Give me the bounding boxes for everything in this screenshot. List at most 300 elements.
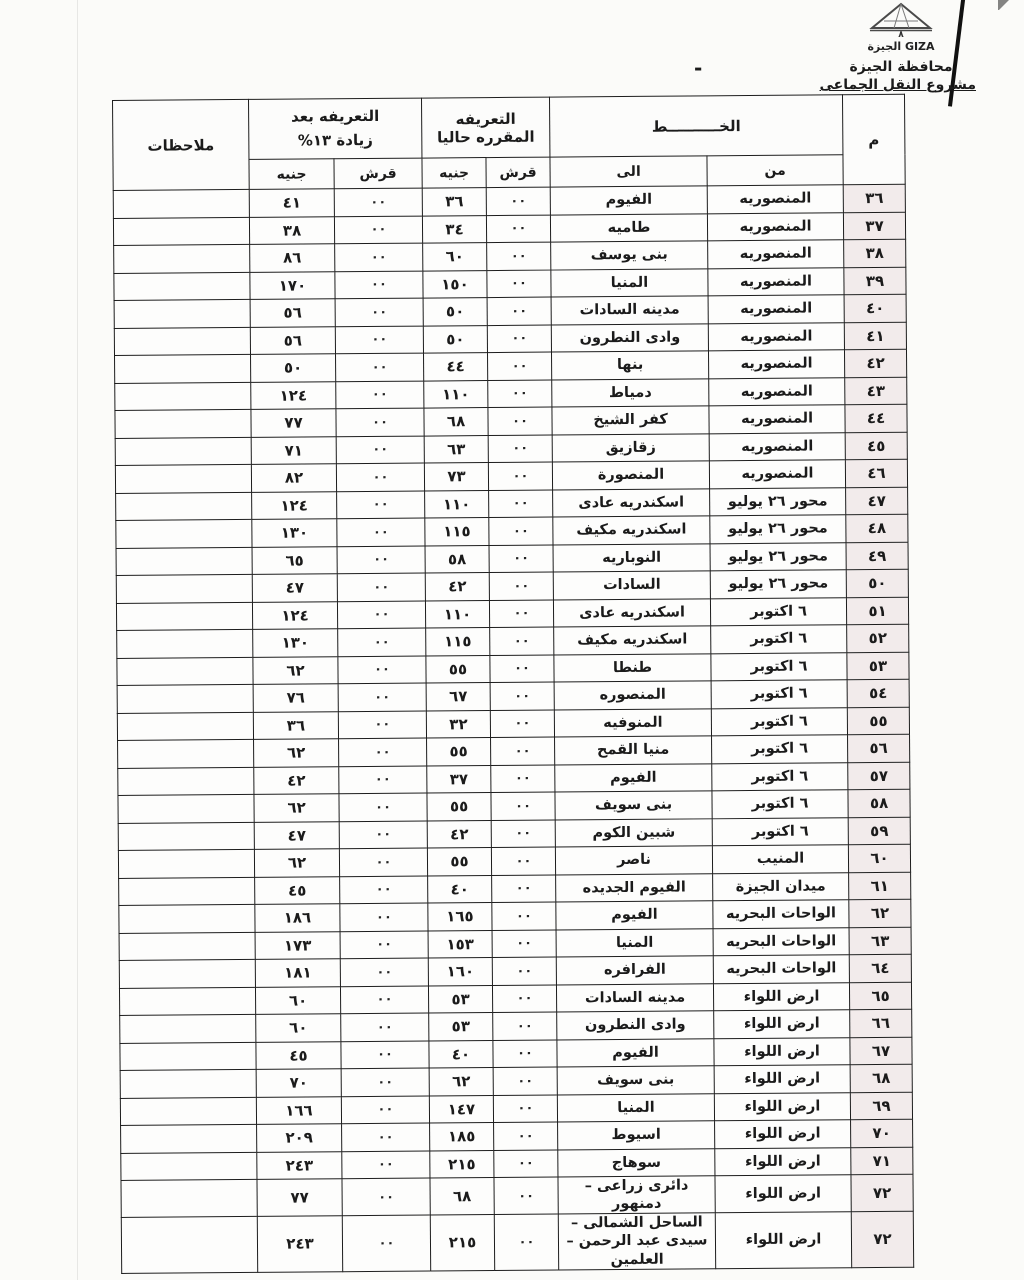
header-line: الخــــــــــط — [550, 95, 843, 157]
current-qirsh-cell: ٠٠ — [494, 1177, 558, 1215]
serial-cell: ٥٢ — [847, 624, 909, 652]
current-geneh-cell: ١٥٠ — [423, 270, 487, 298]
from-cell: ٦ اكتوبر — [711, 625, 847, 654]
notes-cell — [120, 1097, 256, 1126]
from-cell: ارض اللواء — [715, 1212, 851, 1268]
new-qirsh-cell: ٠٠ — [336, 408, 424, 436]
notes-cell — [114, 327, 250, 356]
current-geneh-cell: ٣٦ — [422, 188, 486, 216]
notes-cell — [118, 822, 254, 851]
from-cell: ميدان الجيزة — [713, 872, 849, 901]
current-qirsh-cell: ٠٠ — [491, 792, 555, 820]
notes-cell — [116, 602, 252, 631]
to-cell: المنصورة — [552, 461, 709, 490]
from-cell: المنصوريه — [709, 350, 845, 379]
serial-cell: ٦١ — [849, 872, 911, 900]
serial-cell: ٤١ — [844, 322, 906, 350]
notes-cell — [117, 657, 253, 686]
logo-mark: ٨ — [898, 30, 904, 40]
current-geneh-cell: ١٥٣ — [428, 930, 492, 958]
new-qirsh-cell: ٠٠ — [337, 491, 425, 519]
from-cell: ٦ اكتوبر — [712, 735, 848, 764]
from-cell: ارض اللواء — [713, 982, 849, 1011]
notes-cell — [118, 849, 254, 878]
serial-cell: ٤٢ — [845, 349, 907, 377]
new-qirsh-cell: ٠٠ — [341, 1068, 429, 1096]
to-cell: الفيوم الجديده — [556, 873, 713, 902]
from-cell: ارض اللواء — [715, 1147, 851, 1176]
current-qirsh-cell: ٠٠ — [492, 875, 556, 903]
serial-cell: ٤٥ — [845, 432, 907, 460]
new-geneh-cell: ١٣٠ — [253, 629, 338, 657]
current-geneh-cell: ٥٥ — [427, 793, 491, 821]
current-geneh-cell: ١١٠ — [424, 380, 488, 408]
current-qirsh-cell: ٠٠ — [493, 1012, 557, 1040]
new-qirsh-cell: ٠٠ — [335, 353, 423, 381]
current-qirsh-cell: ٠٠ — [493, 1040, 557, 1068]
new-geneh-cell: ٤٧ — [254, 821, 339, 849]
new-geneh-cell: ٢٤٣ — [257, 1216, 342, 1272]
serial-cell: ٤٤ — [845, 404, 907, 432]
from-cell: ارض اللواء — [714, 1092, 850, 1121]
to-cell: اسكندريه مكيف — [554, 626, 711, 655]
letterhead — [819, 2, 976, 93]
to-cell: اسكندريه عادى — [553, 488, 710, 517]
notes-cell — [115, 409, 251, 438]
current-qirsh-cell: ٠٠ — [491, 847, 555, 875]
new-geneh-cell: ٦٢ — [254, 849, 339, 877]
new-geneh-cell: ١٣٠ — [252, 519, 337, 547]
current-qirsh-cell: ٠٠ — [490, 682, 554, 710]
serial-cell: ٦٦ — [850, 1009, 912, 1037]
to-cell: زقازيق — [552, 433, 709, 462]
current-geneh-cell: ٥٥ — [427, 848, 491, 876]
new-qirsh-cell: ٠٠ — [342, 1178, 430, 1216]
current-qirsh-cell: ٠٠ — [492, 985, 556, 1013]
new-geneh-cell: ٤٢ — [254, 766, 339, 794]
current-qirsh-cell: ٠٠ — [489, 545, 553, 573]
notes-cell — [115, 382, 251, 411]
current-geneh-cell: ٢١٥ — [430, 1215, 494, 1271]
notes-cell — [114, 299, 250, 328]
notes-cell — [119, 877, 255, 906]
current-qirsh-cell: ٠٠ — [489, 572, 553, 600]
serial-cell: ٧٠ — [851, 1119, 913, 1147]
serial-cell: ٦٩ — [850, 1092, 912, 1120]
notes-cell — [121, 1152, 257, 1181]
to-cell: منيا القمح — [555, 736, 712, 765]
current-qirsh-cell: ٠٠ — [491, 765, 555, 793]
new-geneh-cell: ٨٦ — [250, 244, 335, 272]
header-new-tariff-line2: زيادة ١٣% — [297, 130, 373, 150]
new-geneh-cell: ٤٧ — [252, 574, 337, 602]
new-geneh-cell: ٢٠٩ — [257, 1124, 342, 1152]
serial-cell: ٥٤ — [847, 679, 909, 707]
new-qirsh-cell: ٠٠ — [342, 1215, 430, 1271]
new-qirsh-cell: ٠٠ — [337, 546, 425, 574]
serial-cell: ٦٢ — [849, 899, 911, 927]
new-geneh-cell: ١٦٦ — [256, 1096, 341, 1124]
serial-cell: ٥٣ — [847, 652, 909, 680]
to-cell: شبين الكوم — [555, 818, 712, 847]
current-geneh-cell: ٤٤ — [423, 353, 487, 381]
notes-cell — [115, 437, 251, 466]
current-qirsh-cell: ٠٠ — [490, 627, 554, 655]
to-cell: المنصوره — [554, 681, 711, 710]
to-cell: الفيوم — [550, 186, 707, 215]
current-qirsh-cell: ٠٠ — [489, 517, 553, 545]
new-geneh-cell: ٦٥ — [252, 546, 337, 574]
from-cell: ارض اللواء — [714, 1037, 850, 1066]
notes-cell — [116, 574, 252, 603]
notes-cell — [115, 464, 251, 493]
from-cell: ٦ اكتوبر — [712, 762, 848, 791]
notes-cell — [118, 794, 254, 823]
from-cell: ٦ اكتوبر — [710, 597, 846, 626]
serial-cell: ٣٨ — [844, 239, 906, 267]
project-title: مشروع النقل الجماعى — [819, 77, 976, 93]
current-qirsh-cell: ٠٠ — [492, 957, 556, 985]
serial-cell: ٤٧ — [846, 487, 908, 515]
notes-cell — [119, 932, 255, 961]
to-cell: بنى سويف — [557, 1066, 714, 1095]
new-geneh-cell: ٧٧ — [257, 1179, 342, 1217]
serial-cell: ٥١ — [846, 597, 908, 625]
new-geneh-cell: ٥٦ — [250, 326, 335, 354]
new-geneh-cell: ١٢٤ — [251, 381, 336, 409]
new-geneh-cell: ٦٠ — [255, 986, 340, 1014]
fare-table — [112, 94, 914, 1274]
table-row — [121, 1174, 913, 1217]
serial-cell: ٤٩ — [846, 542, 908, 570]
new-geneh-cell: ٤٥ — [256, 1041, 341, 1069]
new-qirsh-cell: ٠٠ — [340, 958, 428, 986]
new-qirsh-cell: ٠٠ — [336, 436, 424, 464]
to-cell: اسيوط — [558, 1121, 715, 1150]
new-geneh-cell: ٦٢ — [254, 794, 339, 822]
new-qirsh-cell: ٠٠ — [338, 656, 426, 684]
serial-cell: ٥٧ — [848, 762, 910, 790]
from-cell: المنصوريه — [709, 460, 845, 489]
from-cell: الواحات البحريه — [713, 927, 849, 956]
new-geneh-cell: ٦٠ — [256, 1014, 341, 1042]
notes-cell — [119, 959, 255, 988]
new-geneh-cell: ٤١ — [249, 189, 334, 217]
to-cell: النوباريه — [553, 543, 710, 572]
from-cell: ٦ اكتوبر — [712, 817, 848, 846]
serial-cell: ٤٠ — [844, 294, 906, 322]
to-cell: الفيوم — [556, 901, 713, 930]
to-cell: المنيا — [551, 268, 708, 297]
from-cell: ارض اللواء — [715, 1175, 851, 1213]
serial-cell: ٧١ — [851, 1147, 913, 1175]
notes-cell — [114, 244, 250, 273]
from-cell: ارض اللواء — [714, 1010, 850, 1039]
notes-cell — [116, 547, 252, 576]
new-qirsh-cell: ٠٠ — [342, 1151, 430, 1179]
notes-cell — [116, 492, 252, 521]
new-geneh-cell: ٤٥ — [255, 876, 340, 904]
to-cell: وادى النطرون — [551, 323, 708, 352]
logo-arabic: الجيزة — [867, 40, 902, 53]
new-qirsh-cell: ٠٠ — [339, 738, 427, 766]
serial-cell: ٦٧ — [850, 1037, 912, 1065]
current-geneh-cell: ١٤٧ — [429, 1095, 493, 1123]
serial-cell: ٣٦ — [843, 184, 905, 212]
serial-cell: ٤٨ — [846, 514, 908, 542]
to-cell: المنيا — [556, 928, 713, 957]
current-geneh-cell: ١٦٠ — [428, 958, 492, 986]
new-qirsh-cell: ٠٠ — [341, 1041, 429, 1069]
to-cell: مدينه السادات — [556, 983, 713, 1012]
notes-cell — [119, 987, 255, 1016]
current-qirsh-cell: ٠٠ — [487, 297, 551, 325]
new-qirsh-cell: ٠٠ — [336, 381, 424, 409]
current-qirsh-cell: ٠٠ — [489, 490, 553, 518]
current-geneh-cell: ٦٣ — [424, 435, 488, 463]
notes-cell — [121, 1124, 257, 1153]
new-qirsh-cell: ٠٠ — [335, 271, 423, 299]
notes-cell — [119, 904, 255, 933]
current-geneh-cell: ٤٠ — [429, 1040, 493, 1068]
serial-cell: ٦٤ — [849, 954, 911, 982]
from-cell: المنصوريه — [709, 377, 845, 406]
new-geneh-cell: ٨٢ — [251, 464, 336, 492]
notes-cell — [121, 1217, 257, 1273]
new-geneh-cell: ٧٧ — [251, 409, 336, 437]
to-cell: المنيا — [557, 1093, 714, 1122]
to-cell: وادى النطرون — [557, 1011, 714, 1040]
to-cell: السادات — [553, 571, 710, 600]
notes-cell — [115, 354, 251, 383]
to-cell: الفرافره — [556, 956, 713, 985]
new-geneh-cell: ١٢٤ — [252, 601, 337, 629]
to-cell: بنى سويف — [555, 791, 712, 820]
notes-cell — [120, 1069, 256, 1098]
current-geneh-cell: ٦٢ — [429, 1068, 493, 1096]
to-cell: الساحل الشمالى –سيدى عبد الرحمن – العلمين — [558, 1213, 715, 1270]
serial-cell: ٧٢ — [851, 1211, 913, 1267]
new-qirsh-cell: ٠٠ — [335, 326, 423, 354]
current-geneh-cell: ٥٥ — [427, 738, 491, 766]
new-qirsh-cell: ٠٠ — [340, 903, 428, 931]
table-row — [121, 1211, 913, 1273]
handwritten-dash: - — [694, 56, 703, 80]
current-qirsh-cell: ٠٠ — [494, 1122, 558, 1150]
to-cell: دمياط — [552, 378, 709, 407]
from-cell: الواحات البحريه — [713, 955, 849, 984]
new-qirsh-cell: ٠٠ — [335, 243, 423, 271]
new-geneh-cell: ١٨٦ — [255, 904, 340, 932]
from-cell: ارض اللواء — [714, 1065, 850, 1094]
new-qirsh-cell: ٠٠ — [337, 518, 425, 546]
scan-corner-artifact — [998, 0, 1024, 10]
current-qirsh-cell: ٠٠ — [493, 1067, 557, 1095]
from-cell: المنصوريه — [707, 212, 843, 241]
new-qirsh-cell: ٠٠ — [340, 931, 428, 959]
current-geneh-cell: ٧٣ — [424, 463, 488, 491]
logo-caption — [826, 40, 976, 53]
current-qirsh-cell: ٠٠ — [492, 930, 556, 958]
header-new-qirsh: قرش — [334, 158, 422, 189]
to-cell: المنوفيه — [554, 708, 711, 737]
from-cell: المنيب — [712, 845, 848, 874]
new-geneh-cell: ٧٦ — [253, 684, 338, 712]
notes-cell — [116, 519, 252, 548]
notes-cell — [120, 1042, 256, 1071]
new-geneh-cell: ٢٤٣ — [257, 1151, 342, 1179]
new-geneh-cell: ٦٢ — [253, 656, 338, 684]
current-geneh-cell: ٢١٥ — [430, 1150, 494, 1178]
new-qirsh-cell: ٠٠ — [337, 573, 425, 601]
new-geneh-cell: ٧٠ — [256, 1069, 341, 1097]
to-cell: دائرى زراعى – دمنهور — [558, 1176, 715, 1214]
current-qirsh-cell: ٠٠ — [488, 352, 552, 380]
new-qirsh-cell: ٠٠ — [334, 188, 422, 216]
current-geneh-cell: ٤٢ — [425, 573, 489, 601]
current-qirsh-cell: ٠٠ — [491, 737, 555, 765]
serial-cell: ٥٩ — [848, 817, 910, 845]
serial-cell: ٧٢ — [851, 1174, 913, 1212]
current-geneh-cell: ١١٠ — [425, 490, 489, 518]
to-cell: طاميه — [550, 213, 707, 242]
notes-cell — [114, 272, 250, 301]
new-geneh-cell: ١٧٠ — [250, 271, 335, 299]
new-qirsh-cell: ٠٠ — [340, 876, 428, 904]
serial-cell: ٥٥ — [847, 707, 909, 735]
header-notes: ملاحظات — [113, 99, 250, 190]
header-current-geneh: جنيه — [422, 158, 486, 189]
current-qirsh-cell: ٠٠ — [487, 242, 551, 270]
current-geneh-cell: ١٨٥ — [430, 1123, 494, 1151]
current-geneh-cell: ٦٨ — [424, 408, 488, 436]
current-geneh-cell: ١١٥ — [425, 518, 489, 546]
to-cell: بنى يوسف — [551, 241, 708, 270]
notes-cell — [118, 767, 254, 796]
current-geneh-cell: ٥٠ — [423, 298, 487, 326]
current-geneh-cell: ٥٣ — [428, 985, 492, 1013]
new-qirsh-cell: ٠٠ — [339, 793, 427, 821]
header-new-tariff-line1: التعريفه بعد — [290, 107, 380, 126]
from-cell: المنصوريه — [707, 185, 843, 214]
new-geneh-cell: ٥٦ — [250, 299, 335, 327]
current-geneh-cell: ١٦٥ — [428, 903, 492, 931]
new-qirsh-cell: ٠٠ — [338, 711, 426, 739]
new-geneh-cell: ٣٦ — [253, 711, 338, 739]
current-geneh-cell: ٤٢ — [427, 820, 491, 848]
header-serial: م — [843, 94, 906, 184]
to-cell: ناصر — [555, 846, 712, 875]
new-qirsh-cell: ٠٠ — [341, 1013, 429, 1041]
from-cell: محور ٢٦ يوليو — [710, 515, 846, 544]
current-qirsh-cell: ٠٠ — [488, 435, 552, 463]
current-qirsh-cell: ٠٠ — [490, 710, 554, 738]
current-geneh-cell: ٥٠ — [423, 325, 487, 353]
current-qirsh-cell: ٠٠ — [488, 462, 552, 490]
current-geneh-cell: ٤٠ — [428, 875, 492, 903]
new-qirsh-cell: ٠٠ — [336, 463, 424, 491]
current-geneh-cell: ٦٠ — [423, 243, 487, 271]
current-qirsh-cell: ٠٠ — [490, 655, 554, 683]
header-new-tariff — [248, 98, 421, 159]
from-cell: محور ٢٦ يوليو — [710, 542, 846, 571]
from-cell: المنصوريه — [709, 405, 845, 434]
from-cell: ٦ اكتوبر — [711, 652, 847, 681]
serial-cell: ٦٥ — [849, 982, 911, 1010]
new-qirsh-cell: ٠٠ — [337, 601, 425, 629]
serial-cell: ٣٧ — [843, 212, 905, 240]
new-qirsh-cell: ٠٠ — [339, 821, 427, 849]
scan-fold-line — [77, 0, 78, 1280]
new-geneh-cell: ٣٨ — [249, 216, 334, 244]
current-qirsh-cell: ٠٠ — [487, 270, 551, 298]
header-from: من — [707, 155, 843, 186]
current-qirsh-cell: ٠٠ — [494, 1150, 558, 1178]
new-qirsh-cell: ٠٠ — [341, 1096, 429, 1124]
notes-cell — [118, 739, 254, 768]
new-qirsh-cell: ٠٠ — [338, 683, 426, 711]
new-geneh-cell: ٥٠ — [251, 354, 336, 382]
from-cell: ارض اللواء — [715, 1120, 851, 1149]
current-qirsh-cell: ٠٠ — [493, 1095, 557, 1123]
serial-cell: ٥٨ — [848, 789, 910, 817]
from-cell: المنصوريه — [708, 267, 844, 296]
new-qirsh-cell: ٠٠ — [338, 628, 426, 656]
new-qirsh-cell: ٠٠ — [334, 216, 422, 244]
logo-latin: GIZA — [904, 40, 935, 53]
fare-table-wrapper — [112, 94, 914, 1274]
current-geneh-cell: ٣٤ — [422, 215, 486, 243]
new-geneh-cell: ١٨١ — [255, 959, 340, 987]
current-qirsh-cell: ٠٠ — [494, 1214, 558, 1270]
new-geneh-cell: ٦٢ — [254, 739, 339, 767]
to-cell: سوهاج — [558, 1148, 715, 1177]
current-qirsh-cell: ٠٠ — [488, 407, 552, 435]
header-new-geneh: جنيه — [249, 159, 334, 190]
serial-cell: ٦٨ — [850, 1064, 912, 1092]
header-current-qirsh: قرش — [486, 157, 550, 188]
current-geneh-cell: ٣٧ — [427, 765, 491, 793]
from-cell: المنصوريه — [708, 295, 844, 324]
current-qirsh-cell: ٠٠ — [486, 215, 550, 243]
pyramid-logo-icon — [864, 2, 938, 32]
to-cell: اسكندريه عادى — [553, 598, 710, 627]
to-cell: الفيوم — [555, 763, 712, 792]
notes-cell — [117, 712, 253, 741]
serial-cell: ٤٦ — [845, 459, 907, 487]
from-cell: محور ٢٦ يوليو — [710, 570, 846, 599]
notes-cell — [113, 189, 249, 218]
header-current-tariff: التعريفه المقرره حاليا — [421, 97, 549, 158]
new-qirsh-cell: ٠٠ — [339, 766, 427, 794]
new-qirsh-cell: ٠٠ — [339, 848, 427, 876]
serial-cell: ٥٦ — [848, 734, 910, 762]
from-cell: ٦ اكتوبر — [711, 680, 847, 709]
from-cell: ٦ اكتوبر — [712, 790, 848, 819]
notes-cell — [117, 684, 253, 713]
to-cell: طنطا — [554, 653, 711, 682]
fare-table-header — [113, 94, 906, 190]
from-cell: ٦ اكتوبر — [711, 707, 847, 736]
notes-cell — [121, 1179, 257, 1217]
current-qirsh-cell: ٠٠ — [489, 600, 553, 628]
to-cell: بنها — [552, 351, 709, 380]
notes-cell — [120, 1014, 256, 1043]
current-geneh-cell: ٥٣ — [429, 1013, 493, 1041]
current-geneh-cell: ٥٨ — [425, 545, 489, 573]
current-qirsh-cell: ٠٠ — [491, 820, 555, 848]
from-cell: المنصوريه — [708, 322, 844, 351]
